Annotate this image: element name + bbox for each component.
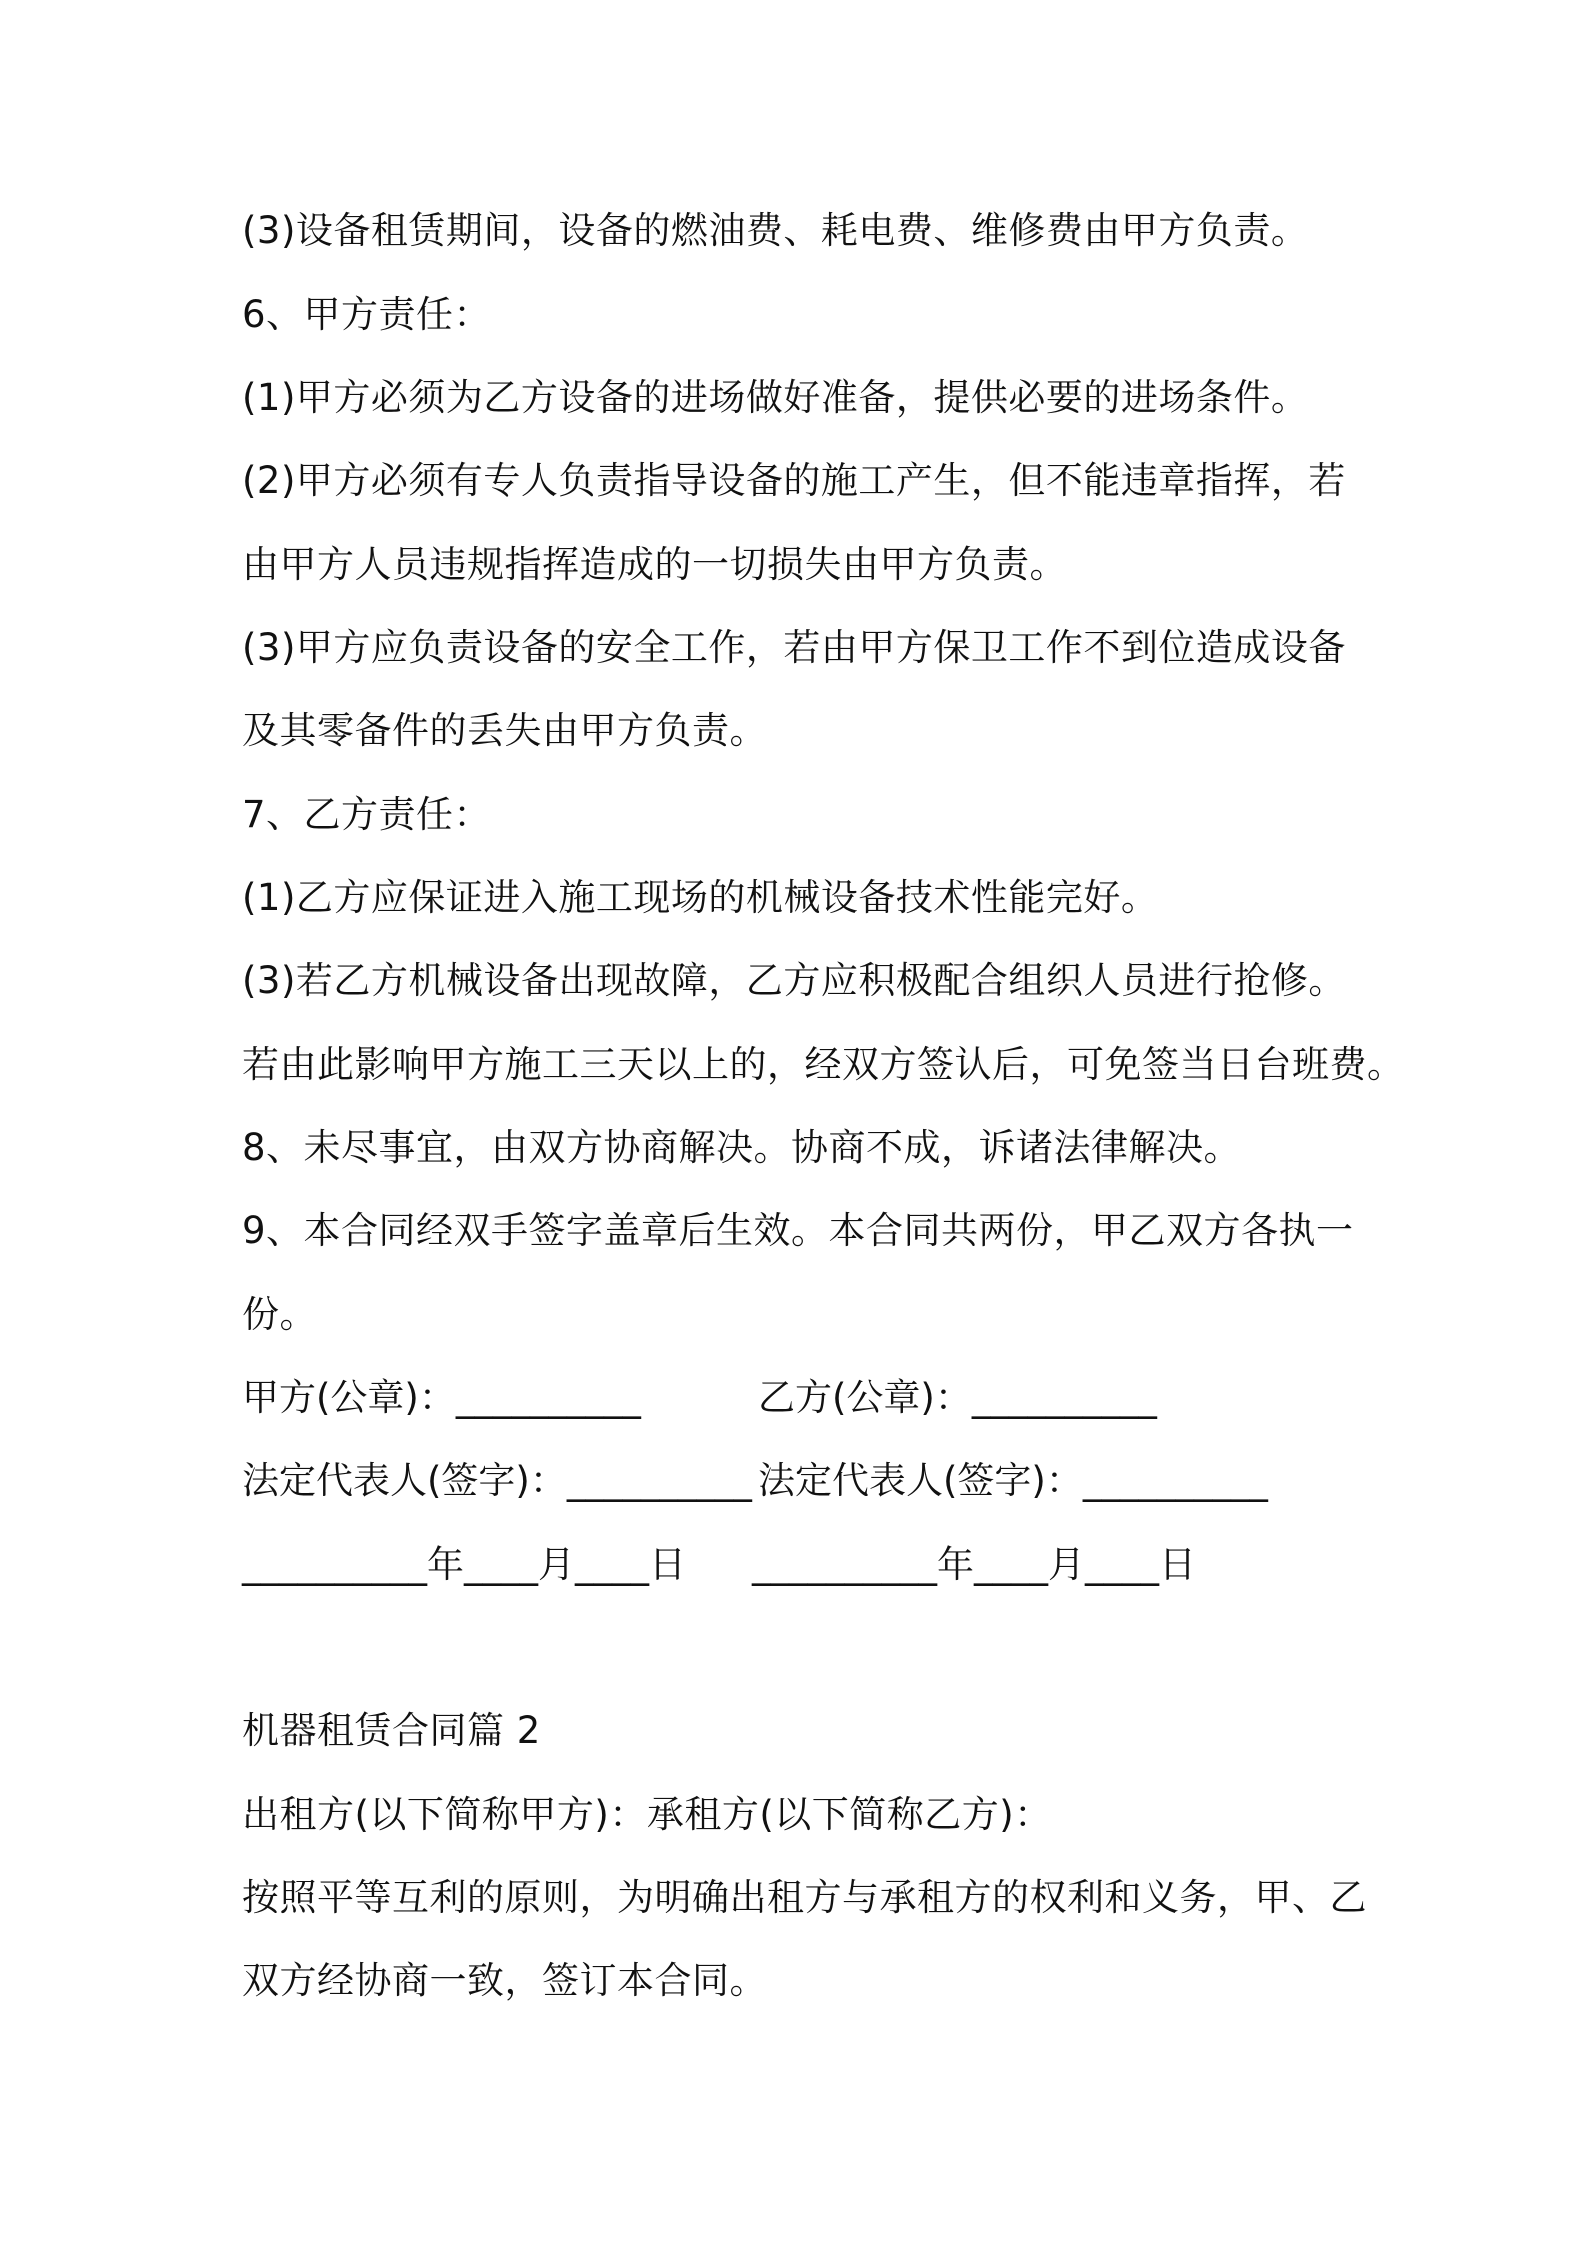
party-a-date-field: __________年____月____日: [242, 1543, 686, 1586]
intro-line-2: 双方经协商一致，签订本合同。: [242, 1959, 767, 2002]
party-a-representative-field: 法定代表人(签字)：__________: [242, 1459, 752, 1502]
parties-line: 出租方(以下简称甲方)：承租方(以下简称乙方)：: [242, 1793, 1052, 1836]
paragraph-party-b-3-line1: (3)若乙方机械设备出现故障，乙方应积极配合组织人员进行抢修。: [242, 959, 1346, 1002]
intro-line-1: 按照平等互利的原则，为明确出租方与承租方的权利和义务，甲、乙: [242, 1876, 1367, 1919]
heading-party-a-responsibility: 6、甲方责任：: [242, 293, 492, 336]
paragraph-party-a-3-line2: 及其零备件的丢失由甲方负责。: [242, 709, 767, 752]
party-a-seal-field: 甲方(公章)：__________: [242, 1376, 641, 1419]
paragraph-party-a-2-line1: (2)甲方必须有专人负责指导设备的施工产生，但不能违章指挥，若: [242, 459, 1346, 502]
paragraph-party-a-3-line1: (3)甲方应负责设备的安全工作，若由甲方保卫工作不到位造成设备: [242, 626, 1346, 669]
heading-party-b-responsibility: 7、乙方责任：: [242, 793, 492, 836]
section-title: 机器租赁合同篇 2: [242, 1709, 541, 1752]
paragraph-fuel-fees: (3)设备租赁期间，设备的燃油费、耗电费、维修费由甲方负责。: [242, 209, 1309, 252]
paragraph-party-b-1: (1)乙方应保证进入施工现场的机械设备技术性能完好。: [242, 876, 1159, 919]
paragraph-clause-9-line1: 9、本合同经双手签字盖章后生效。本合同共两份，甲乙双方各执一: [242, 1209, 1354, 1252]
signature-representative-row: [242, 1456, 1268, 1506]
paragraph-party-b-3-line2: 若由此影响甲方施工三天以上的，经双方签认后，可免签当日台班费。: [242, 1043, 1405, 1086]
paragraph-clause-8: 8、未尽事宜，由双方协商解决。协商不成，诉诸法律解决。: [242, 1126, 1242, 1169]
signature-seal-row: [242, 1373, 1157, 1423]
paragraph-party-a-1: (1)甲方必须为乙方设备的进场做好准备，提供必要的进场条件。: [242, 376, 1309, 419]
paragraph-party-a-2-line2: 由甲方人员违规指挥造成的一切损失由甲方负责。: [242, 543, 1067, 586]
signature-date-row: [242, 1540, 1196, 1590]
party-b-seal-field: 乙方(公章)：__________: [758, 1376, 1157, 1419]
party-b-representative-field: 法定代表人(签字)：__________: [758, 1459, 1268, 1502]
party-b-date-field: __________年____月____日: [752, 1543, 1196, 1586]
paragraph-clause-9-line2: 份。: [242, 1293, 317, 1336]
